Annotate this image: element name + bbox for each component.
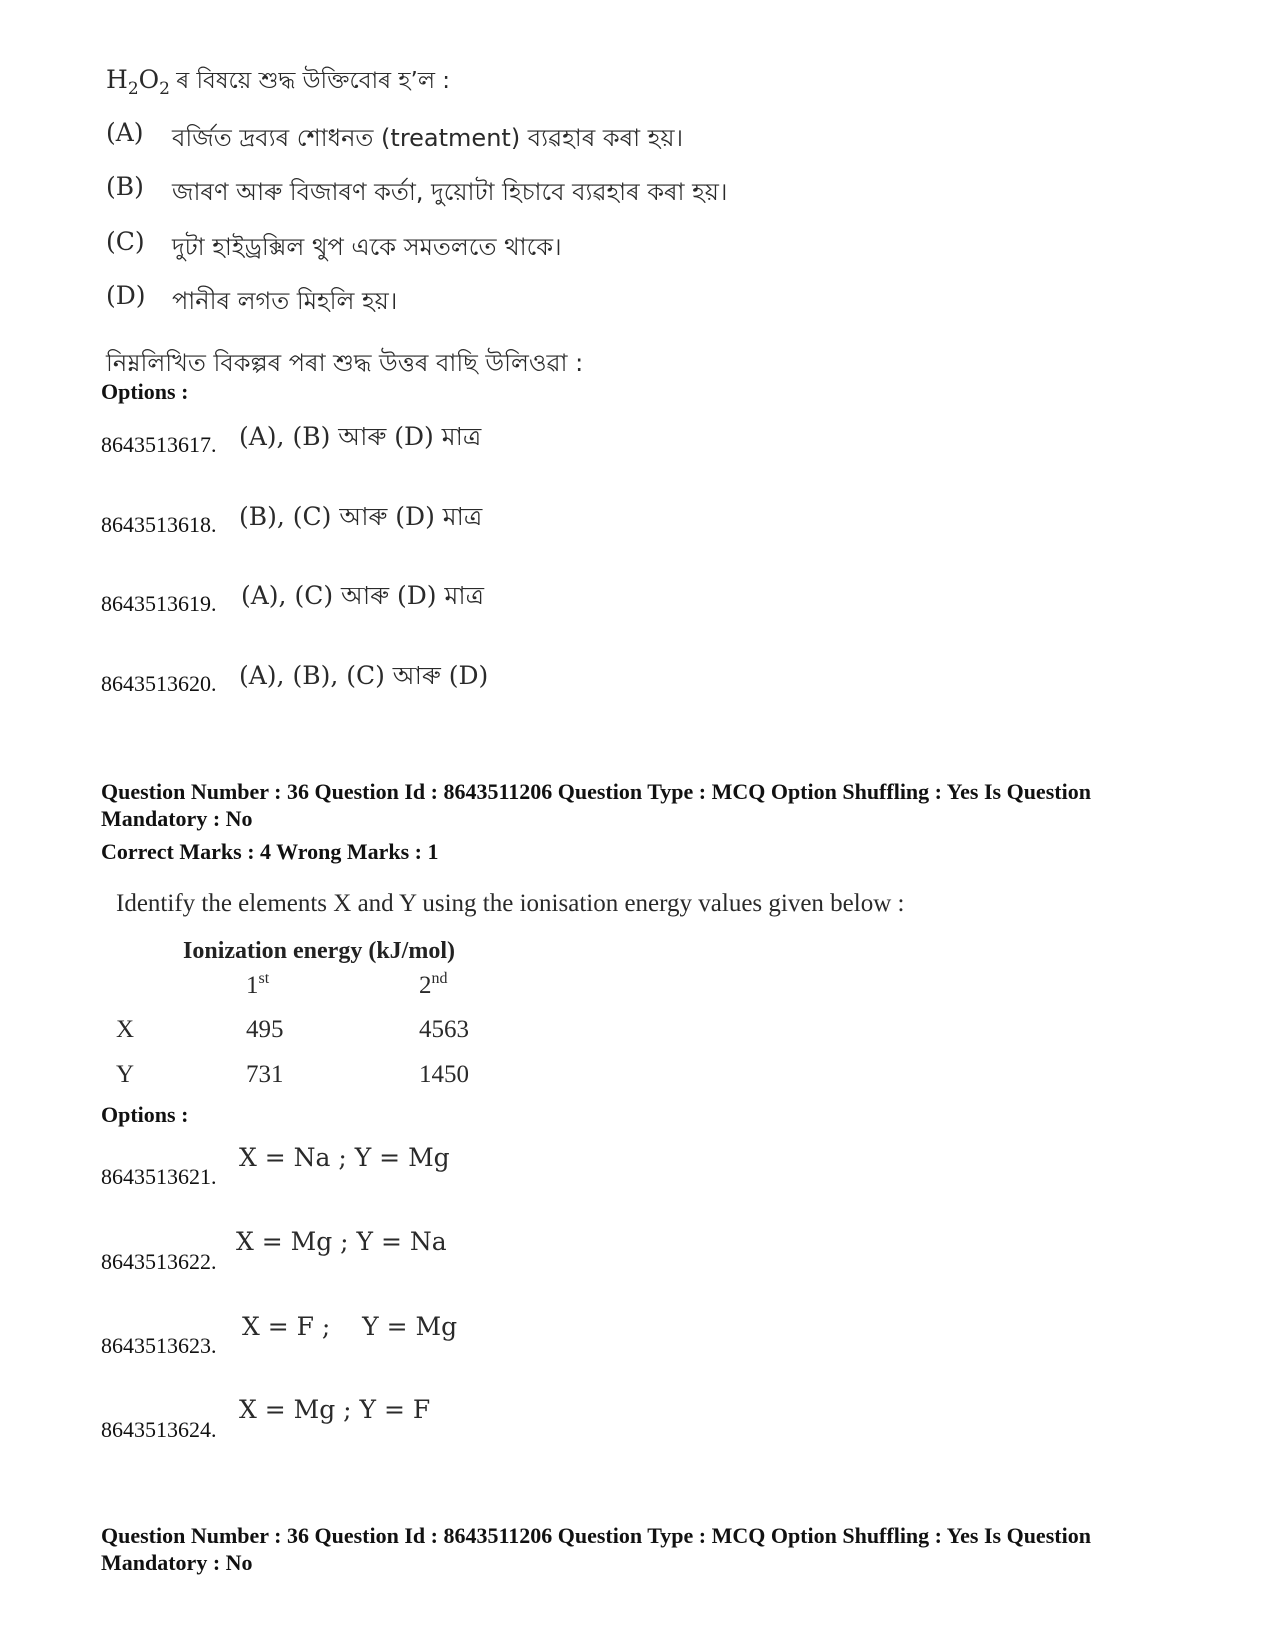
statement-letter-d: (D) bbox=[106, 281, 146, 310]
statement-letter-b: (B) bbox=[106, 172, 144, 201]
table-cell: 495 bbox=[246, 1016, 284, 1043]
statement-text-a: বৰ্জিত দ্ৰব্যৰ শোধনত (treatment) ব্যৱহাৰ কৰা হয়। bbox=[172, 124, 684, 152]
option-text[interactable]: (A), (B) আৰু (D) মাত্ৰ bbox=[239, 422, 482, 451]
ionization-table-title: Ionization energy (kJ/mol) bbox=[183, 938, 455, 964]
option-id: 8643513617. bbox=[101, 432, 217, 457]
option-text[interactable]: X = Mg ; Y = F bbox=[239, 1395, 431, 1424]
options-label: Options : bbox=[101, 1102, 189, 1127]
question-meta: Question Number : 36 Question Id : 8643511206 Question Type : MCQ Option Shuffling : Yes Is Question Mandatory : No bbox=[101, 779, 1091, 831]
option-id: 8643513620. bbox=[101, 671, 217, 696]
option-id: 8643513623. bbox=[101, 1333, 217, 1358]
option-id: 8643513618. bbox=[101, 512, 217, 537]
option-text[interactable]: (B), (C) আৰু (D) মাত্ৰ bbox=[239, 502, 483, 531]
table-cell: 4563 bbox=[419, 1016, 469, 1043]
option-text[interactable]: X = Mg ; Y = Na bbox=[236, 1227, 447, 1256]
statement-text-b: জাৰণ আৰু বিজাৰণ কৰ্তা, দুয়োটা হিচাবে ব্যৱহাৰ কৰা হয়। bbox=[172, 178, 728, 206]
question-prompt: Identify the elements X and Y using the ionisation energy values given below : bbox=[116, 890, 905, 917]
statement-text-d: পানীৰ লগত মিহলি হয়। bbox=[172, 287, 398, 315]
option-id: 8643513624. bbox=[101, 1417, 217, 1442]
option-text[interactable]: (A), (C) আৰু (D) মাত্ৰ bbox=[241, 581, 484, 610]
answer-instruction: নিম্নলিখিত বিকল্পৰ পৰা শুদ্ধ উত্তৰ বাছি উলিওৱা : bbox=[106, 349, 584, 377]
table-cell: 731 bbox=[246, 1061, 284, 1088]
options-label: Options : bbox=[101, 379, 189, 404]
statement-letter-a: (A) bbox=[106, 118, 144, 147]
option-text[interactable]: (A), (B), (C) আৰু (D) bbox=[239, 661, 489, 690]
question-stem-text: ৰ বিষয়ে শুদ্ধ উক্তিবোৰ হ’ল : bbox=[176, 68, 451, 94]
option-id: 8643513621. bbox=[101, 1164, 217, 1189]
column-header-first: 1st bbox=[246, 970, 270, 999]
row-label: X bbox=[116, 1016, 135, 1043]
h2o2-formula: $H_2O_2$ bbox=[106, 65, 170, 99]
column-header-second: 2nd bbox=[419, 970, 448, 999]
option-text[interactable]: X = F ; Y = Mg bbox=[242, 1312, 458, 1341]
statement-letter-c: (C) bbox=[106, 227, 145, 256]
statement-text-c: দুটা হাইড্ৰক্সিল থুপ একে সমতলতে থাকে। bbox=[172, 233, 562, 261]
row-label: Y bbox=[116, 1061, 135, 1088]
next-question-meta: Question Number : 36 Question Id : 8643511206 Question Type : MCQ Option Shuffling : Yes Is Question Mandatory : No bbox=[101, 1523, 1091, 1575]
option-id: 8643513619. bbox=[101, 591, 217, 616]
table-cell: 1450 bbox=[419, 1061, 469, 1088]
question-marks: Correct Marks : 4 Wrong Marks : 1 bbox=[101, 839, 439, 864]
question-stem bbox=[106, 62, 450, 101]
option-id: 8643513622. bbox=[101, 1249, 217, 1274]
option-text[interactable]: X = Na ; Y = Mg bbox=[239, 1143, 450, 1172]
